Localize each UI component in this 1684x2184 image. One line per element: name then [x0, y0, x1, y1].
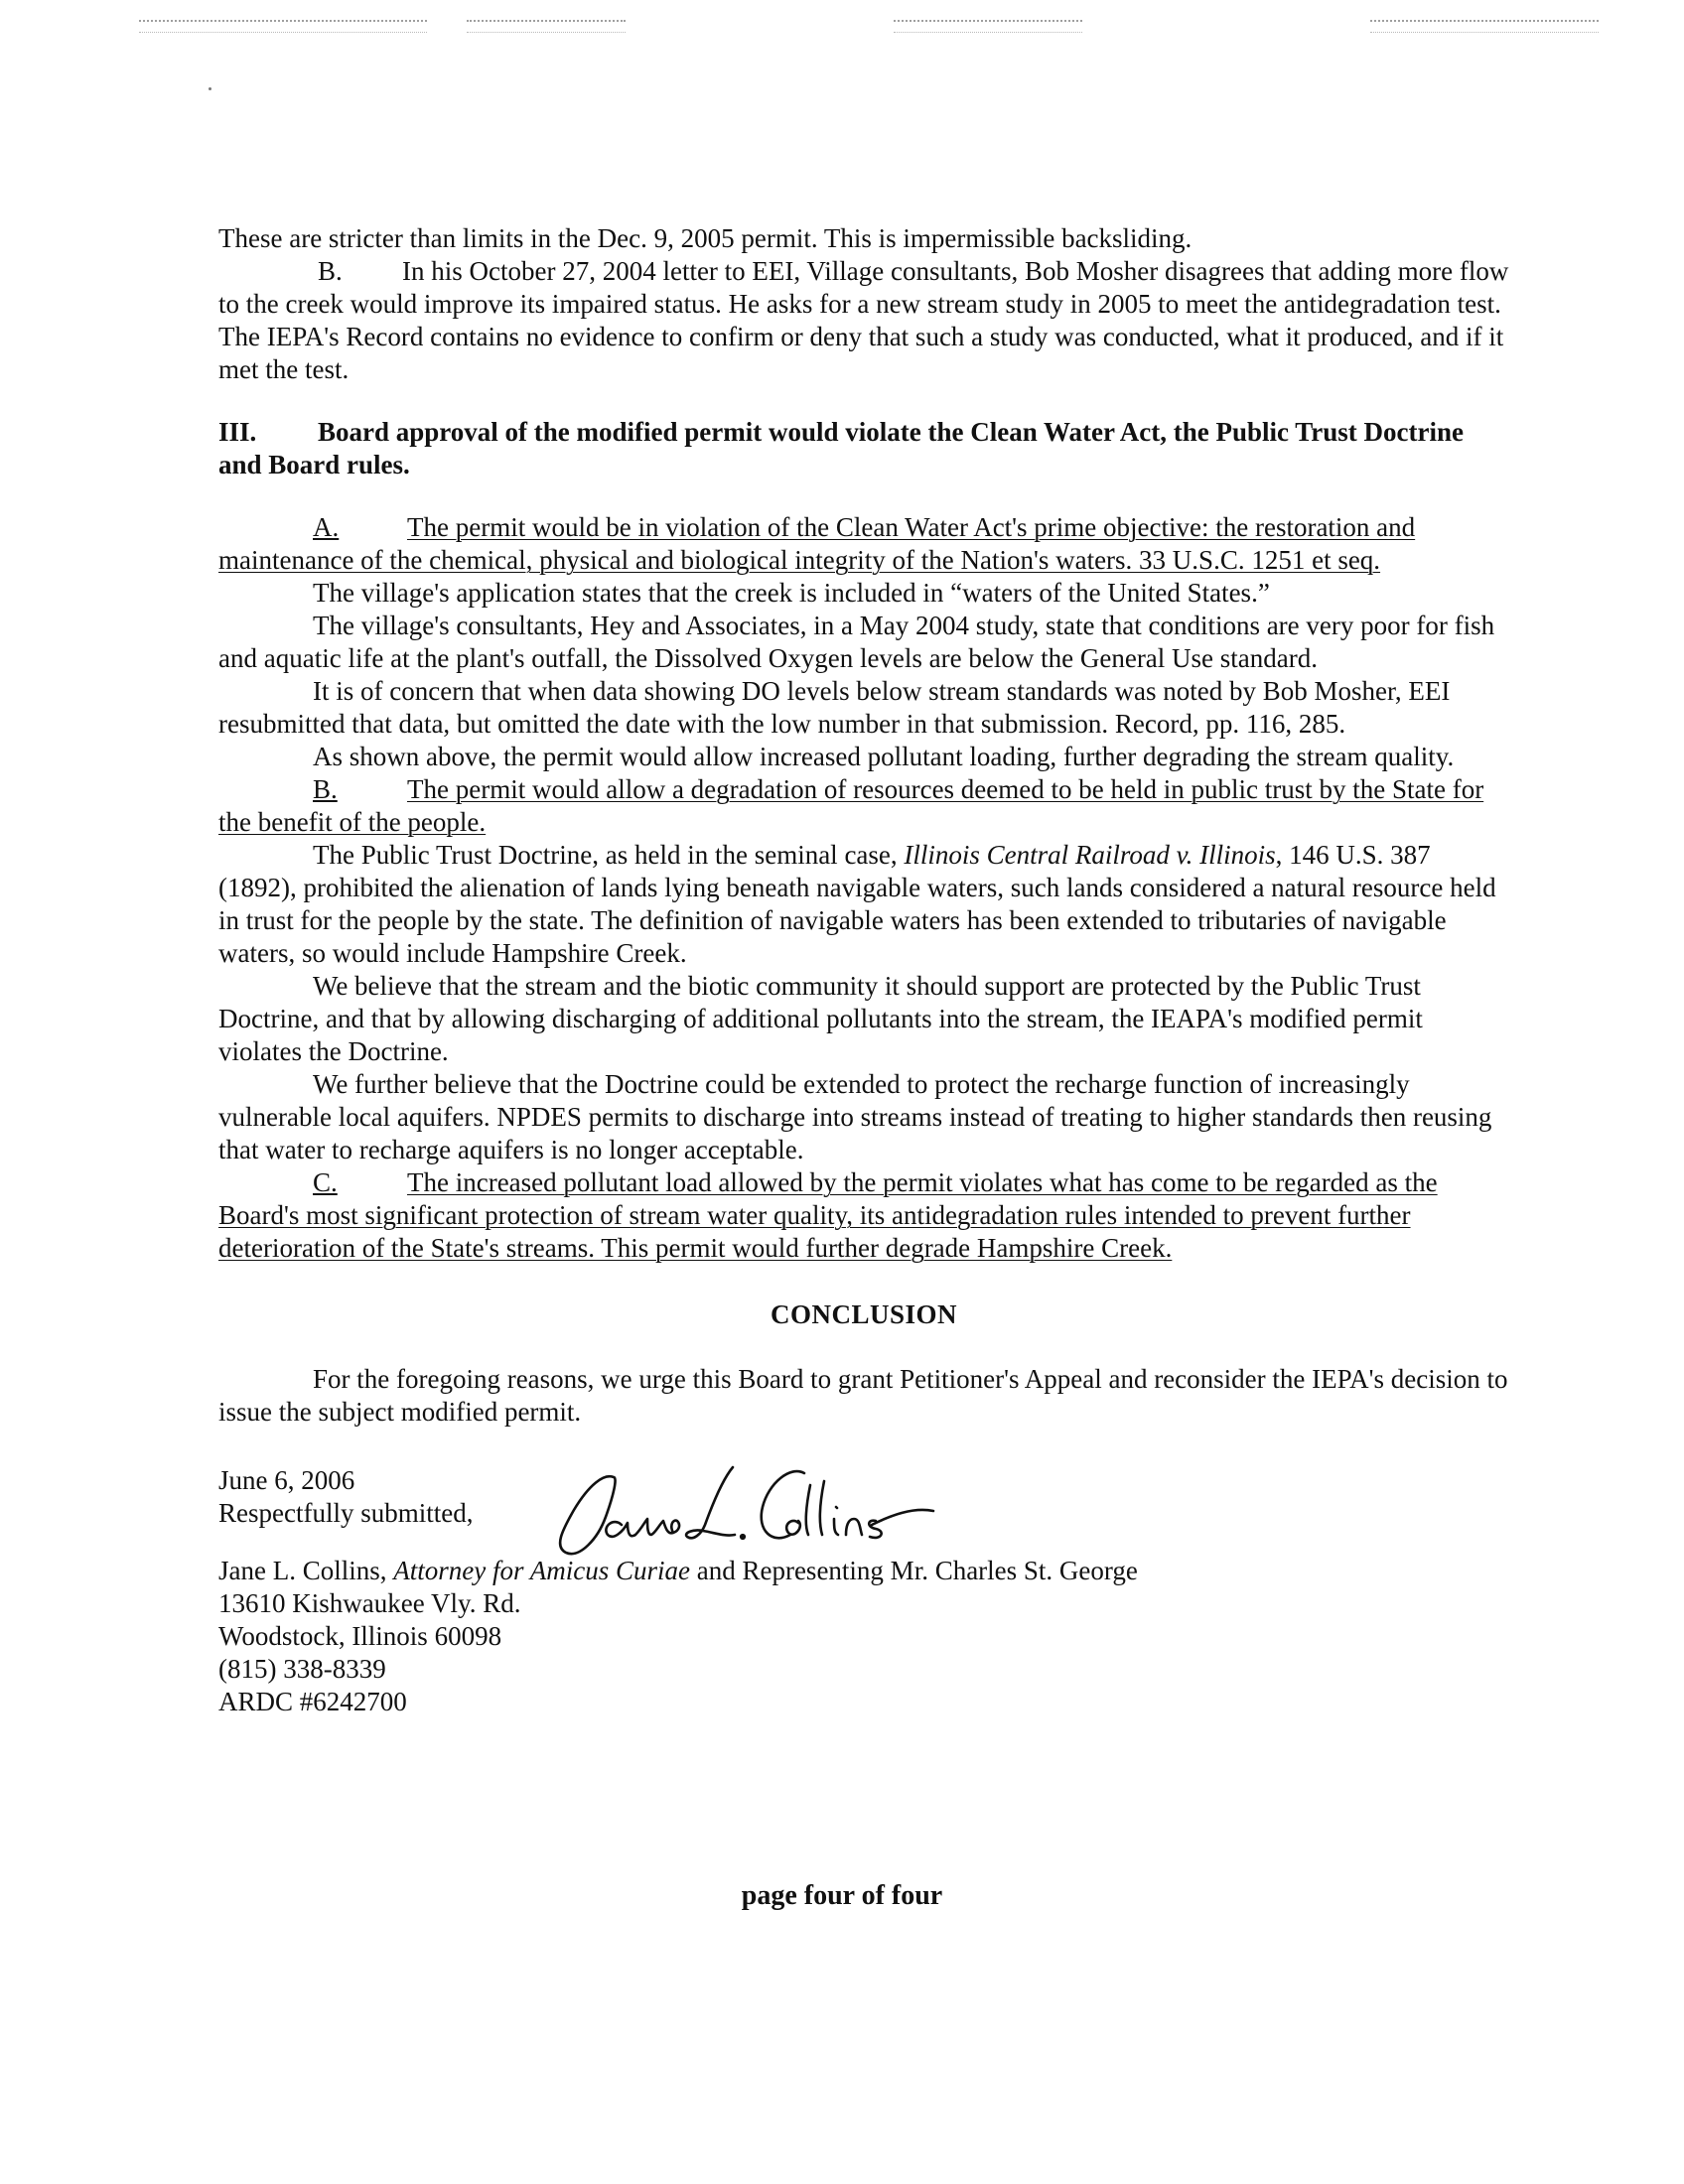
- phone-number: (815) 338-8339: [218, 1654, 386, 1684]
- paragraph-B: [218, 255, 1509, 386]
- subheading-A-label: A.: [313, 512, 340, 542]
- fax-header-marks: [0, 10, 1684, 50]
- attorney-representation: and Representing Mr. Charles St. George: [689, 1556, 1138, 1585]
- paragraph-backsliding: These are stricter than limits in the Dec. 9, 2005 permit. This is impermissible backsliding.: [218, 223, 1193, 253]
- conclusion-title: CONCLUSION: [770, 1299, 958, 1329]
- paragraph-a3: It is of concern that when data showing DO levels below stream standards was noted by Bob Mosher, EEI resubmitted that data, but omitted the date with the low number in that submission. Record, pp. 116, 285.: [218, 676, 1451, 739]
- closing-text: Respectfully submitted,: [218, 1498, 474, 1528]
- paragraph-b2: We believe that the stream and the biotic community it should support are protected by the Public Trust Doctrine, and that by allowing discharging of additional pollutants into the stream, the IEAPA's modified permit violates the Doctrine.: [218, 971, 1423, 1066]
- section-heading-III: [218, 416, 1509, 481]
- signature-date: June 6, 2006: [218, 1465, 355, 1495]
- paragraph-a1: The village's application states that the creek is included in “waters of the United States.”: [313, 578, 1270, 608]
- subheading-B-label: B.: [313, 774, 338, 804]
- paragraph-a2: The village's consultants, Hey and Associates, in a May 2004 study, state that conditions are very poor for fish and aquatic life at the plant's outfall, the Dissolved Oxygen levels are below the General Use standard.: [218, 611, 1495, 673]
- ardc-number: ARDC #6242700: [218, 1687, 407, 1716]
- section-number: III.: [218, 417, 257, 447]
- paragraph-b3: We further believe that the Doctrine could be extended to protect the recharge function of increasingly vulnerable local aquifers. NPDES permits to discharge into streams instead of treating to higher standards then reusing that water to recharge aquifers is no longer acceptable.: [218, 1069, 1492, 1164]
- address-line-2: Woodstock, Illinois 60098: [218, 1621, 502, 1651]
- subheading-A-text: The permit would be in violation of the Clean Water Act's prime objective: the restoration and maintenance of the chemical, physical and biological integrity of the Nation's waters. 33 U.S.C. 1251 et seq.: [218, 512, 1416, 575]
- signature-line: [218, 1497, 1509, 1537]
- subheading-B-label-wrap: [313, 773, 407, 806]
- stray-dot: [209, 87, 211, 90]
- page-number: page four of four: [741, 1880, 943, 1911]
- paragraph-B-text: In his October 27, 2004 letter to EEI, Village consultants, Bob Mosher disagrees that adding more flow to the creek would improve its impaired status. He asks for a new stream study in 2005 to meet the antidegradation test. The IEPA's Record contains no evidence to confirm or deny that such a study was conducted, what it produced, and if it met the test.: [218, 256, 1509, 384]
- paragraph-b1-post: , 146 U.S. 387 (1892), prohibited the alienation of lands lying beneath navigable waters, such lands considered a natural resource held in trust for the people by the state. The definition of navigable waters has been extended to tributaries of navigable waters, so would include Hampshire Creek.: [218, 840, 1496, 968]
- fax-mark: [139, 20, 427, 33]
- paragraph-a4: As shown above, the permit would allow increased pollutant loading, further degrading the stream quality.: [313, 742, 1455, 771]
- attorney-role: Attorney for Amicus Curiae: [393, 1556, 690, 1585]
- subheading-C: [218, 1166, 1509, 1265]
- subheading-C-text: The increased pollutant load allowed by the permit violates what has come to be regarded as the Board's most significant protection of stream water quality, its antidegradation rules intended to prevent further deterioration of the State's streams. This permit would further degrade Hampshire Creek.: [218, 1167, 1438, 1263]
- signature-block: [218, 1464, 1509, 1718]
- section-heading-text: Board approval of the modified permit would violate the Clean Water Act, the Public Trust Doctrine and Board rules.: [218, 417, 1464, 479]
- case-name: Illinois Central Railroad v. Illinois: [904, 840, 1276, 870]
- conclusion-text: For the foregoing reasons, we urge this Board to grant Petitioner's Appeal and reconsider the IEPA's decision to issue the subject modified permit.: [218, 1364, 1508, 1427]
- fax-mark: [1370, 20, 1599, 33]
- fax-mark: [467, 20, 626, 33]
- subheading-B: [218, 773, 1509, 839]
- subheading-B-text: The permit would allow a degradation of resources deemed to be held in public trust by the State for the benefit of the people.: [218, 774, 1484, 837]
- subheading-A-label-wrap: [313, 511, 407, 544]
- paragraph-B-label: B.: [318, 256, 343, 286]
- handwritten-signature: [544, 1455, 941, 1565]
- paragraph-b1-pre: The Public Trust Doctrine, as held in the seminal case,: [313, 840, 905, 870]
- subheading-A: [218, 511, 1509, 577]
- subheading-C-label-wrap: [313, 1166, 407, 1199]
- document-body: [218, 222, 1509, 1718]
- attorney-name: Jane L. Collins,: [218, 1556, 394, 1585]
- subheading-C-label: C.: [313, 1167, 338, 1197]
- fax-mark: [894, 20, 1082, 33]
- paragraph-b1: [218, 839, 1509, 970]
- address-line-1: 13610 Kishwaukee Vly. Rd.: [218, 1588, 521, 1618]
